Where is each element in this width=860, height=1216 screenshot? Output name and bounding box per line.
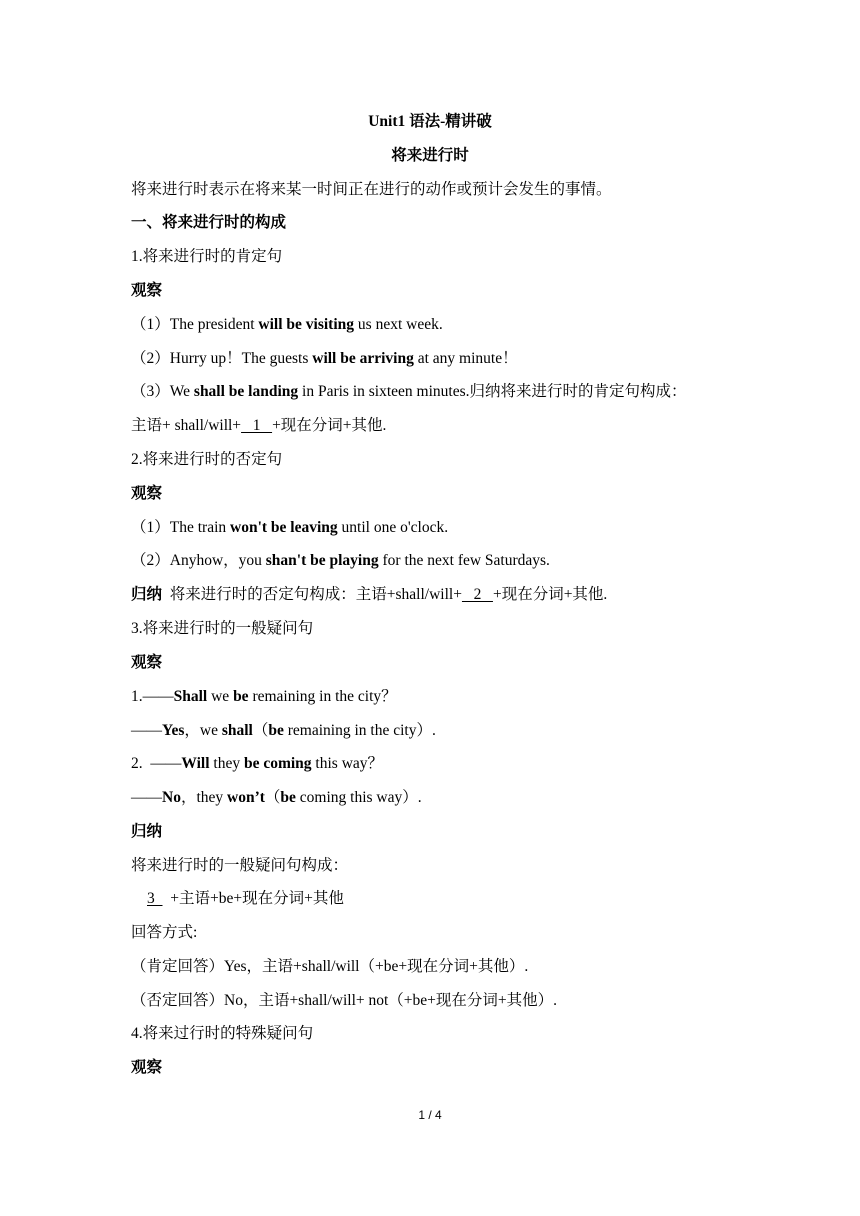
observe-label: 观察	[131, 654, 163, 671]
subsection-heading-affirmative: 1.将来进行时的肯定句	[131, 248, 283, 265]
section-heading: 一、将来进行时的构成	[131, 214, 287, 231]
observe-label: 观察	[131, 1059, 163, 1076]
dialogue-answer: ——Yes，we shall（be remaining in the city）.	[131, 722, 436, 739]
subsection-heading-special-question: 4.将来过行时的特殊疑问句	[131, 1025, 314, 1042]
example-sentence: （2）Anyhow，you shan't be playing for the next few Saturdays.	[131, 552, 550, 569]
intro-paragraph: 将来进行时表示在将来某一时间正在进行的动作或预计会发生的事情。	[131, 181, 612, 198]
summary-label: 归纳	[131, 823, 163, 840]
doc-subtitle: 将来进行时	[391, 147, 469, 164]
dialogue-question: 1.——Shall we be remaining in the city？	[131, 688, 397, 705]
answer-blank-3[interactable]: 3	[147, 890, 163, 907]
subsection-heading-negative: 2.将来进行时的否定句	[131, 451, 283, 468]
page-number: 1 / 4	[418, 1108, 442, 1122]
structure-formula: 3 +主语+be+现在分词+其他	[147, 888, 800, 910]
answer-positive: （肯定回答）Yes，主语+shall/will（+be+现在分词+其他）.	[131, 958, 529, 975]
dialogue-question: 2. ——Will they be coming this way？	[131, 755, 384, 772]
example-sentence: （2）Hurry up！The guests will be arriving at any minute！	[131, 350, 518, 367]
formula-line: 主语+ shall/will+ 1 +现在分词+其他.	[131, 415, 800, 437]
example-sentence: （3）We shall be landing in Paris in sixteen minutes.归纳将来进行时的肯定句构成：	[131, 383, 687, 400]
dialogue-answer: ——No，they won’t（be coming this way）.	[131, 789, 422, 806]
answer-negative: （否定回答）No，主语+shall/will+ not（+be+现在分词+其他）.	[131, 992, 558, 1009]
summary-label: 归纳	[131, 586, 163, 603]
structure-intro: 将来进行时的一般疑问句构成：	[131, 857, 349, 874]
answer-blank-1[interactable]: 1	[241, 417, 273, 434]
example-sentence: （1）The president will be visiting us next week.	[131, 316, 443, 333]
summary-line: 归纳 将来进行时的否定句构成：主语+shall/will+ 2 +现在分词+其他.	[131, 584, 800, 606]
subsection-heading-general-question: 3.将来进行时的一般疑问句	[131, 620, 314, 637]
answer-method-label: 回答方式:	[131, 924, 198, 941]
example-sentence: （1）The train won't be leaving until one o'clock.	[131, 519, 449, 536]
doc-title: Unit1 语法-精讲破	[368, 113, 492, 130]
observe-label: 观察	[131, 282, 163, 299]
observe-label: 观察	[131, 485, 163, 502]
answer-blank-2[interactable]: 2	[461, 586, 493, 603]
